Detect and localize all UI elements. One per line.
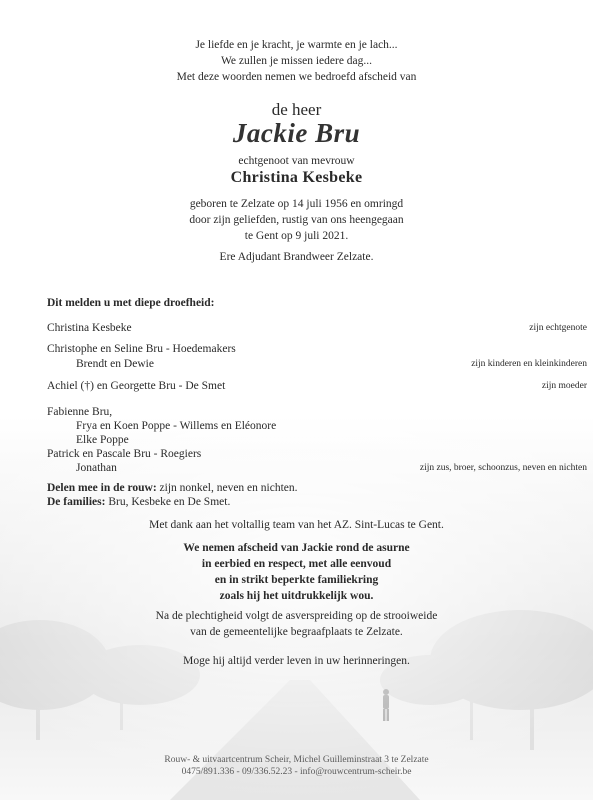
announce-heading: Dit melden u met diepe droefheid: [47, 297, 215, 309]
mourning-text: zijn nonkel, neven en nichten. [156, 482, 298, 494]
relative-name: Fabienne Bru, [47, 406, 113, 418]
honorific: de heer [271, 100, 322, 119]
families-line [47, 494, 230, 510]
honorary-title: Ere Adjudant Brandweer Zelzate. [219, 251, 374, 263]
ceremony-line: Na de plechtigheid volgt de asverspreiding op de strooiweide [155, 610, 438, 622]
relative-name: Achiel (†) en Georgette Bru - De Smet [47, 380, 226, 392]
footer-address: Rouw- & uitvaartcentrum Scheir, Michel Guilleminstraat 3 te Zelzate [164, 755, 429, 765]
relation-label: zijn kinderen en kleinkinderen [471, 359, 587, 369]
relation-label: zijn moeder [541, 381, 587, 391]
ceremony-line: van de gemeentelijke begraafplaats te Zelzate. [190, 626, 403, 638]
relation-label: zijn zus, broer, schoonzus, neven en nichten [419, 463, 587, 473]
footer-contact: 0475/891.336 - 09/336.52.23 - info@rouwcentrum-scheir.be [181, 767, 412, 777]
families-text: Bru, Kesbeke en De Smet. [105, 496, 231, 508]
farewell-line: in eerbied en respect, met alle eenvoud [201, 558, 392, 570]
memory-line: Moge hij altijd verder leven in uw herinneringen. [183, 655, 410, 667]
intro-verse [0, 37, 593, 85]
relative-name: Frya en Koen Poppe - Willems en Eléonore [76, 420, 277, 432]
farewell-line: en in strikt beperkte familiekring [214, 574, 379, 586]
intro-line: Met deze woorden nemen we bedroefd afscheid van [176, 71, 417, 83]
relative-name: Elke Poppe [76, 434, 129, 446]
families-label: De families: [47, 496, 106, 508]
mourning-label: Delen mee in de rouw: [47, 482, 157, 494]
relative-name: Jonathan [76, 462, 117, 474]
life-line: te Gent op 9 juli 2021. [244, 230, 349, 242]
deceased-name: Jackie Bru [232, 118, 361, 148]
farewell-block [0, 540, 593, 604]
spouse-prefix: echtgenoot van mevrouw [238, 155, 355, 167]
spouse-name: Christina Kesbeke [230, 169, 363, 186]
life-line: geboren te Zelzate op 14 juli 1956 en omringd [189, 198, 404, 210]
relative-name: Christophe en Seline Bru - Hoedemakers [47, 343, 236, 355]
relation-label: zijn echtgenote [529, 323, 587, 333]
thanks-line: Met dank aan het voltallig team van het AZ. Sint-Lucas te Gent. [149, 519, 444, 531]
relative-name: Brendt en Dewie [76, 358, 154, 370]
intro-line: We zullen je missen iedere dag... [220, 55, 373, 67]
relative-name: Christina Kesbeke [47, 322, 132, 334]
life-details [0, 196, 593, 244]
life-line: door zijn geliefden, rustig van ons heengegaan [189, 214, 404, 226]
ceremony-block [0, 608, 593, 640]
farewell-line: zoals hij het uitdrukkelijk wou. [219, 590, 374, 602]
farewell-line: We nemen afscheid van Jackie rond de asurne [183, 542, 410, 554]
relative-name: Patrick en Pascale Bru - Roegiers [47, 448, 202, 460]
funeral-home-footer [0, 754, 593, 778]
intro-line: Je liefde en je kracht, je warmte en je lach... [195, 39, 398, 51]
